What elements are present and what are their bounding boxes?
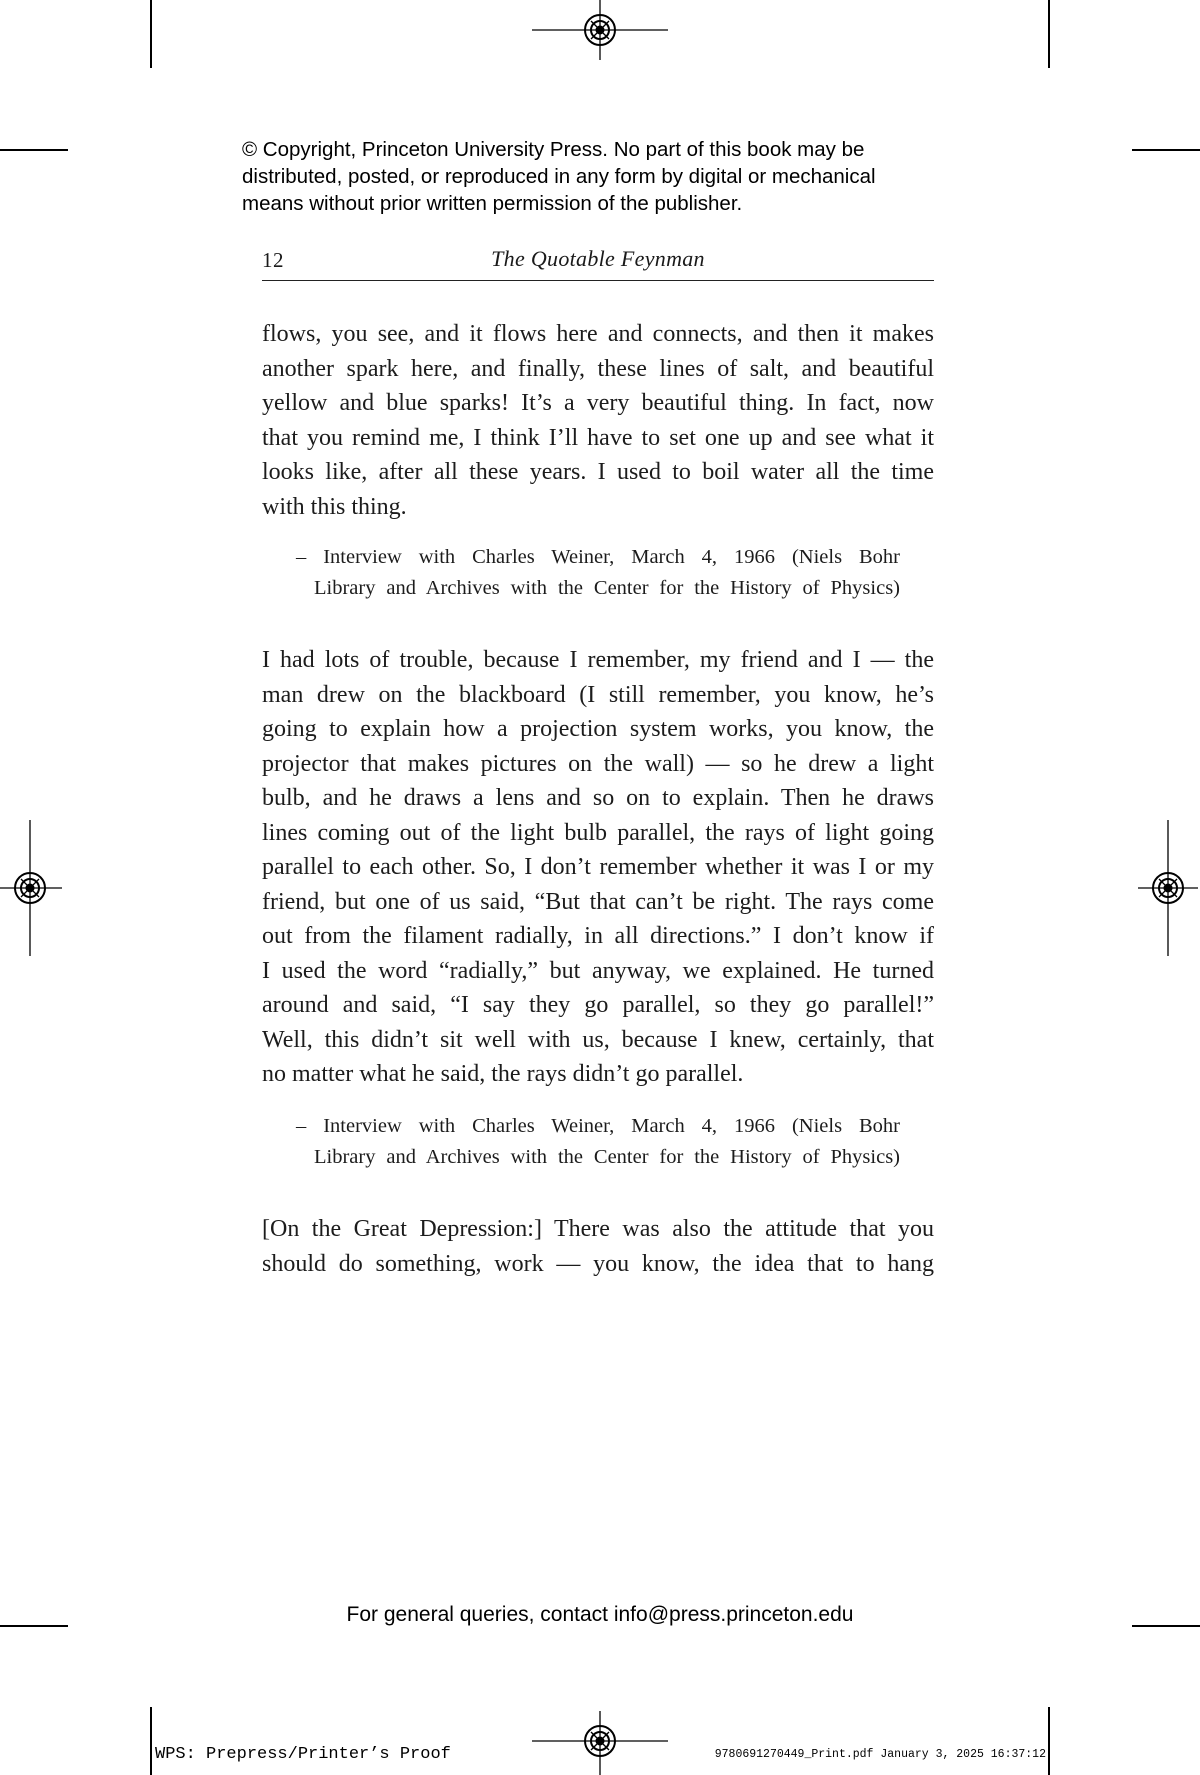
quote-passage-1 <box>262 317 934 524</box>
crop-mark-left-upper-horizontal <box>0 149 68 151</box>
text-line: Well, this didn’t sit well with us, because I knew, certainly, that <box>262 1026 934 1053</box>
quote-passage-2 <box>262 643 934 1092</box>
crop-mark-bottom-right-vertical <box>1048 1707 1050 1775</box>
text-line: friend, but one of us said, “But that can’t be right. The rays come <box>262 888 934 915</box>
copyright-line: distributed, posted, or reproduced in any form by digital or mechanical <box>242 165 876 188</box>
text-line: around and said, “I say they go parallel, so they go parallel!” <box>262 992 934 1018</box>
text-line: another spark here, and finally, these lines of salt, and beautiful <box>262 355 934 382</box>
quote-attribution-1 <box>296 542 900 604</box>
text-line: that you remind me, I think I’ll have to set one up and see what it <box>262 424 934 451</box>
text-line: lines coming out of the light bulb parallel, the rays of light going <box>262 819 934 846</box>
text-line: parallel to each other. So, I don’t remember whether it was I or my <box>262 854 934 880</box>
text-line: bulb, and he draws a lens and so on to explain. Then he draws <box>262 785 934 811</box>
copyright-line: means without prior written permission of the publisher. <box>242 192 743 215</box>
print-slug-left: WPS: Prepress/Printer’s Proof <box>155 1745 451 1764</box>
registration-mark-left-icon <box>12 870 48 906</box>
registration-mark-bottom-icon <box>582 1723 618 1759</box>
crop-mark-top-right-vertical <box>1048 0 1050 68</box>
text-line: out from the filament radially, in all directions.” I don’t know if <box>262 923 934 949</box>
text-line: looks like, after all these years. I used to boil water all the time <box>262 459 934 485</box>
footer-contact: For general queries, contact info@press.princeton.edu <box>346 1603 854 1626</box>
text-line: with this thing. <box>262 493 407 520</box>
registration-mark-top-icon <box>582 12 618 48</box>
text-line: man drew on the blackboard (I still remember, you know, he’s <box>262 681 934 708</box>
book-title: The Quotable Feynman <box>491 246 705 271</box>
text-line: flows, you see, and it flows here and connects, and then it makes <box>262 321 934 347</box>
text-line: should do something, work — you know, the idea that to hang <box>262 1250 934 1277</box>
text-line: no matter what he said, the rays didn’t go parallel. <box>262 1061 744 1087</box>
registration-mark-right-icon <box>1150 870 1186 906</box>
text-line: I used the word “radially,” but anyway, we explained. He turned <box>262 957 934 984</box>
attribution-line: Library and Archives with the Center for the History of Physics) <box>314 1146 900 1168</box>
running-head <box>262 244 934 281</box>
quote-passage-3 <box>262 1212 934 1281</box>
copyright-notice <box>242 136 1002 217</box>
crop-mark-right-upper-horizontal <box>1132 149 1200 151</box>
crop-mark-top-left-vertical <box>150 0 152 68</box>
attribution-line: Library and Archives with the Center for the History of Physics) <box>314 577 900 599</box>
text-line: [On the Great Depression:] There was also the attitude that you <box>262 1216 934 1242</box>
attribution-line: – Interview with Charles Weiner, March 4, 1966 (Niels Bohr <box>296 1115 900 1137</box>
text-line: projector that makes pictures on the wall) — so he drew a light <box>262 750 934 777</box>
print-slug-right: 9780691270449_Print.pdf January 3, 2025 16:37:12 <box>714 1748 1046 1761</box>
page-number: 12 <box>262 248 284 272</box>
copyright-line: © Copyright, Princeton University Press. No part of this book may be <box>242 138 865 161</box>
text-line: going to explain how a projection system works, you know, the <box>262 716 934 742</box>
text-line: I had lots of trouble, because I remember, my friend and I — the <box>262 647 934 673</box>
text-line: yellow and blue sparks! It’s a very beautiful thing. In fact, now <box>262 390 934 416</box>
attribution-line: – Interview with Charles Weiner, March 4, 1966 (Niels Bohr <box>296 546 900 568</box>
crop-mark-bottom-left-vertical <box>150 1707 152 1775</box>
quote-attribution-2 <box>296 1111 900 1173</box>
